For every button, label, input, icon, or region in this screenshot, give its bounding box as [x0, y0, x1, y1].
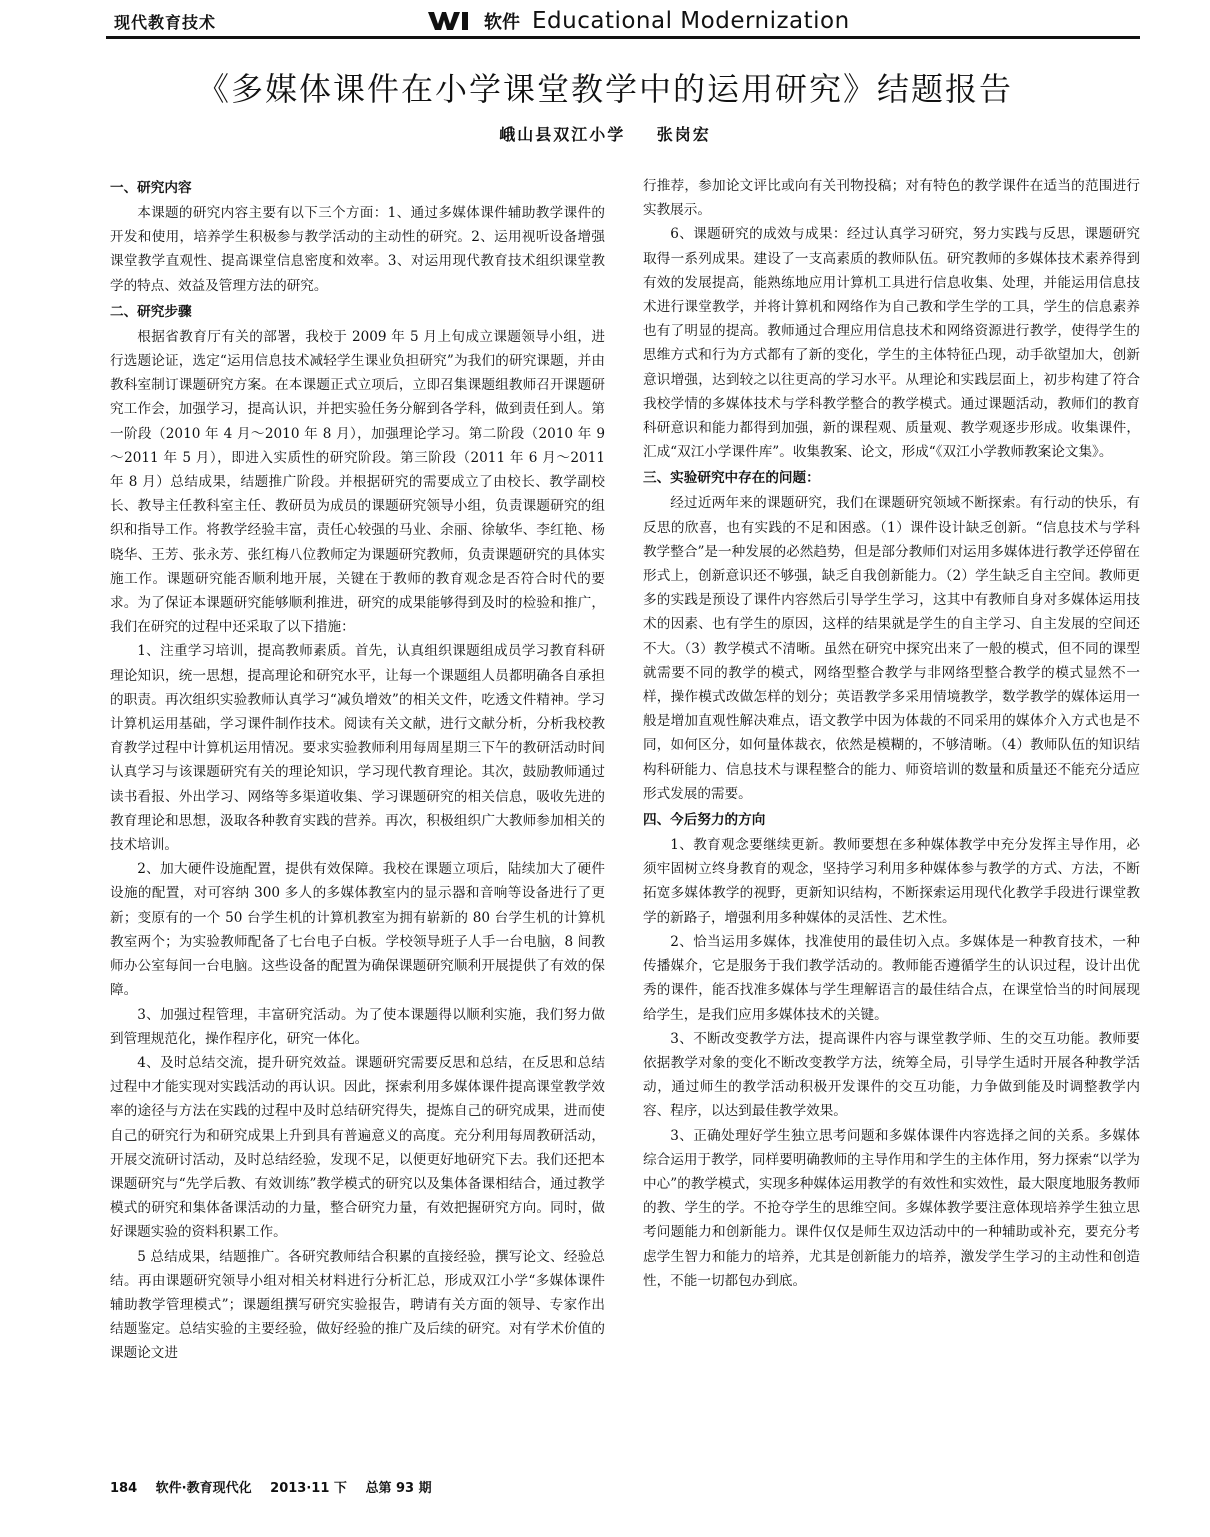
section-heading-4: 四、今后努力的方向	[643, 812, 766, 829]
journal-masthead	[426, 4, 850, 38]
paragraph: 3、加强过程管理，丰富研究活动。为了使本课题得以顺利实施，我们努力做到管理规范化，操作程序化，研究一体化。	[110, 1006, 605, 1047]
paragraph: 根据省教育厅有关的部署，我校于 2009 年 5 月上旬成立课题领导小组，进行选题论证，选定“运用信息技术减轻学生课业负担研究”为我们的研究课题，并由教科室制订课题研究方案。在本课题正式立项后，立即召集课题组教师召开课题研究工作会，加强学习，提高认识，并把实验任务分解到各学科，做到责任到人。第一阶段（2010 年 4 月～2010 年 8 月），加强理论学习。第二阶段（2010 年 9～2011 年 5 月），即进入实质性的研究阶段。第三阶段（2011 年 6 月～2011 年 8 月）总结成果，结题推广阶段。并根据研究的需要成立了由校长、教学副校长、教导主任教科室主任、教研员为成员的课题研究领导小组，负责课题研究的组织和指导工作。将教学经验丰富，责任心较强的马业、余丽、徐敏华、李红艳、杨晓华、王芳、张永芳、张红梅八位教师定为课题研究教师，负责课题研究的具体实施工作。课题研究能否顺利地开展，关键在于教师的教育观念是否符合时代的要求。为了保证本课题研究能够顺利推进，研究的成果能够得到及时的检验和推广，我们在研究的过程中还采取了以下措施：	[110, 328, 605, 636]
section-heading-2: 二、研究步骤	[110, 303, 192, 320]
paragraph: 6、课题研究的成效与成果：经过认真学习研究，努力实践与反思，课题研究取得一系列成果。建设了一支高素质的教师队伍。研究教师的多媒体技术素养得到有效的发展提高，能熟练地应用计算机工具进行信息收集、处理，并能运用信息技术进行课堂教学，并将计算机和网络作为自己教和学生学的工具，学生的信息素养也有了明显的提高。教师通过合理应用信息技术和网络资源进行教学，使得学生的思维方式和行为方式都有了新的变化，学生的主体特征凸现，动手欲望加大，创新意识增强，达到较之以往更高的学习水平。从理论和实践层面上，初步构建了符合我校学情的多媒体技术与学科教学整合的教学模式。通过课题活动，教师们的教育科研意识和能力都得到加强，新的课程观、质量观、教学观逐步形成。收集课件，汇成“双江小学课件库”。收集教案、论文，形成“《双江小学教师教案论文集》。	[643, 226, 1140, 461]
paragraph: 2、加大硬件设施配置，提供有效保障。我校在课题立项后，陆续加大了硬件设施的配置，对可容纳 300 多人的多媒体教室内的显示器和音响等设备进行了更新；变原有的一个 50 台学生机的计算机教室为拥有崭新的 80 台学生机的计算机教室两个；为实验教师配备了七台电子白板。学校领导班子人手一台电脑，8 间教师办公室每间一台电脑。这些设备的配置为确保课题研究顺利开展提供了有效的保障。	[110, 861, 605, 999]
paragraph-continuation: 行推荐，参加论文评比或向有关刊物投稿；对有特色的教学课件在适当的范围进行实教展示。	[643, 178, 1140, 219]
author-affiliation: 峨山县双江小学	[499, 125, 626, 144]
footer-total-issue: 总第 93 期	[365, 1481, 432, 1496]
paragraph: 3、正确处理好学生独立思考问题和多媒体课件内容选择之间的关系。多媒体综合运用于教学，同样要明确教师的主导作用和学生的主体作用，努力探索“以学为中心”的教学模式，实现多种媒体运用教学的有效性和实效性，最大限度地服务教师的教、学生的学。不抢夺学生的思维空间。多媒体教学要注意体现培养学生独立思考问题能力和创新能力。课件仅仅是师生双边活动中的一种辅助或补充，要充分考虑学生智力和能力的培养，尤其是创新能力的培养，激发学生学习的主动性和创造性，不能一切都包办到底。	[643, 1127, 1140, 1289]
paragraph: 本课题的研究内容主要有以下三个方面：1、通过多媒体课件辅助教学课件的开发和使用，培养学生积极参与教学活动的主动性的研究。2、运用视听设备增强课堂教学直观性、提高课堂信息密度和效率。3、对运用现代教育技术组织课堂教学的特点、效益及管理方法的研究。	[110, 205, 605, 294]
journal-logo-text: 软件	[484, 12, 520, 33]
paragraph: 经过近两年来的课题研究，我们在课题研究领域不断探索。有行动的快乐，有反思的欣喜，也有实践的不足和困惑。（1）课件设计缺乏创新。“信息技术与学科教学整合”是一种发展的必然趋势，但是部分教师们对运用多媒体进行教学还停留在形式上，创新意识还不够强，缺乏自我创新能力。（2）学生缺乏自主空间。教师更多的实践是预设了课件内容然后引导学生学习，这其中有教师自身对多媒体运用技术的因素、也有学生的原因，这样的结果就是学生的自主学习、自主发展的空间还不大。（3）教学模式不清晰。虽然在研究中探究出来了一般的模式，但不同的课型就需要不同的教学的模式，网络型整合教学与非网络型整合教学的模式显然不一样，操作模式改做怎样的划分；英语教学多采用情境教学，数学教学的媒体运用一般是增加直观性解决难点，语文教学中因为体裁的不同采用的媒体介入方式也是不同，如何区分，如何量体裁衣，依然是模糊的，不够清晰。（4）教师队伍的知识结构科研能力、信息技术与课程整合的能力、师资培训的数量和质量还不能充分适应形式发展的需要。	[643, 495, 1140, 802]
journal-logo-icon	[426, 8, 470, 34]
page-number: 184	[110, 1481, 138, 1496]
left-column	[110, 174, 605, 1366]
header-rule	[106, 36, 1140, 39]
header-section-label: 现代教育技术	[114, 13, 217, 32]
paragraph: 2、恰当运用多媒体，找准使用的最佳切入点。多媒体是一种教育技术，一种传播媒介，它是服务于我们教学活动的。教师能否遵循学生的认识过程，设计出优秀的课件，能否找准多媒体与学生理解语言的最佳结合点，在课堂恰当的时间展现给学生，是我们应用多媒体技术的关键。	[643, 933, 1140, 1023]
paper-title: 《多媒体课件在小学课堂教学中的运用研究》结题报告	[196, 70, 1013, 108]
paragraph: 5 总结成果，结题推广。各研究教师结合积累的直接经验，撰写论文、经验总结。再由课题研究领导小组对相关材料进行分析汇总，形成双江小学“多媒体课件辅助教学管理模式”；课题组撰写研究实验报告，聘请有关方面的领导、专家作出结题鉴定。总结实验的主要经验，做好经验的推广及后续的研究。对有学术价值的课题论文进	[110, 1248, 605, 1362]
section-heading-1: 一、研究内容	[110, 180, 192, 196]
paragraph: 3、不断改变教学方法，提高课件内容与课堂教学师、生的交互功能。教师要依据教学对象的变化不断改变教学方法，统筹全局，引导学生适时开展各种教学活动，通过师生的教学活动积极开发课件的交互功能，力争做到能及时调整教学内容、程序，以达到最佳教学效果。	[643, 1030, 1140, 1120]
paragraph: 4、及时总结交流，提升研究效益。课题研究需要反思和总结，在反思和总结过程中才能实现对实践活动的再认识。因此，探索利用多媒体课件提高课堂教学效率的途径与方法在实践的过程中及时总结研究得失，提炼自己的研究成果，进而使自己的研究行为和研究成果上升到具有普遍意义的高度。充分利用每周教研活动，开展交流研讨活动，及时总结经验，发现不足，以便更好地研究下去。我们还把本课题研究与“先学后教、有效训练”教学模式的研究以及集体备课相结合，通过教学模式的研究和集体备课活动的力量，整合研究力量，有效把握研究方向。同时，做好课题实验的资料积累工作。	[110, 1054, 605, 1241]
paragraph: 1、教育观念要继续更新。教师要想在多种媒体教学中充分发挥主导作用，必须牢固树立终身教育的观念，坚持学习利用多种媒体参与教学的方式、方法，不断拓宽多媒体教学的视野，更新知识结构，不断探索运用现代化教学手段进行课堂教学的新路子，增强利用多种媒体的灵活性、艺术性。	[643, 837, 1140, 926]
footer-issue: 2013·11 下	[270, 1481, 347, 1496]
page-footer	[110, 1477, 446, 1496]
author-name: 张岗宏	[656, 125, 711, 144]
paragraph: 1、注重学习培训，提高教师素质。首先，认真组织课题组成员学习教育科研理论知识，统一思想，提高理论和研究水平，让每一个课题组人员都明确各自承担的职责。再次组织实验教师认真学习“减负增效”的相关文件，吃透文件精神。学习计算机运用基础，学习课件制作技术。阅读有关文献，进行文献分析，分析我校教育教学过程中计算机运用情况。要求实验教师利用每周星期三下午的教研活动时间认真学习与该课题研究有关的理论知识，学习现代教育理论。其次，鼓励教师通过读书看报、外出学习、网络等多渠道收集、学习课题研究的相关信息，吸收先进的教育理论和思想，汲取各种教育实践的营养。再次，积极组织广大教师参加相关的技术培训。	[110, 643, 605, 854]
byline	[0, 122, 1210, 145]
right-column	[643, 174, 1140, 1293]
journal-title-en: Educational Modernization	[532, 8, 850, 34]
footer-journal: 软件·教育现代化	[155, 1481, 252, 1496]
section-heading-3: 三、实验研究中存在的问题：	[643, 470, 820, 487]
running-header	[106, 4, 1140, 38]
